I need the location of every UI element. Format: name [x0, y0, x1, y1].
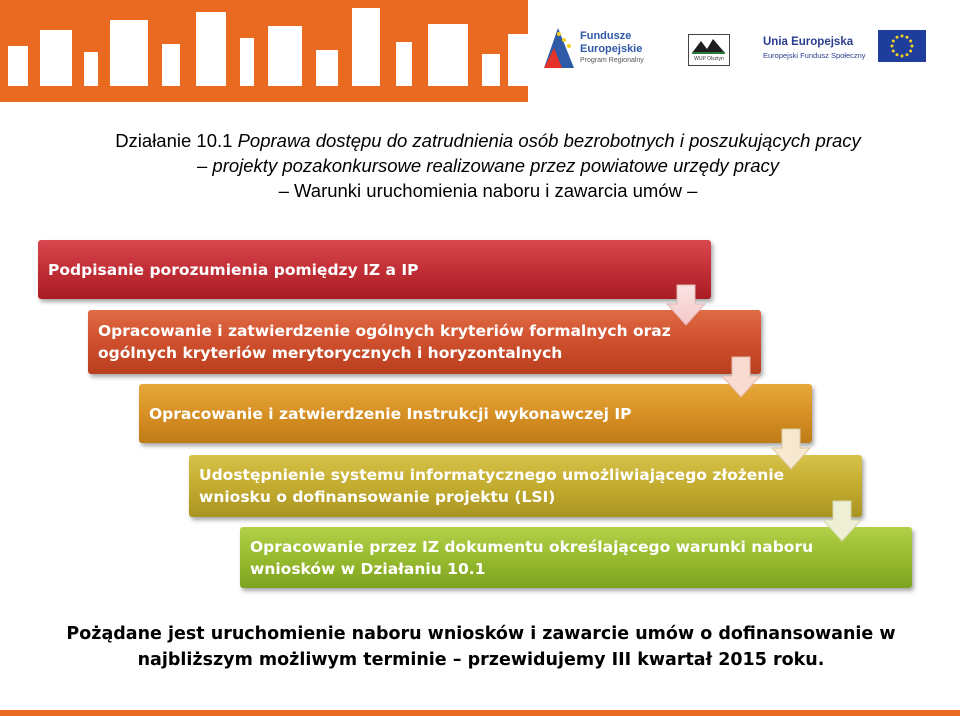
title-line-1-rest: Poprawa dostępu do zatrudnienia osób bezrobotnych i poszukujących pracy	[232, 130, 861, 151]
ue-logo-text-2: Europejski Fundusz Społeczny	[763, 51, 866, 60]
process-step-2-label: Opracowanie i zatwierdzenie ogólnych kryteriów formalnych oraz ogólnych kryteriów merytorycznych i horyzontalnych	[98, 322, 671, 362]
title-line-1	[78, 128, 898, 153]
process-step-5-label: Opracowanie przez IZ dokumentu określającego warunki naboru wniosków w Działaniu 10.1	[250, 537, 814, 578]
title-line-2: – projekty pozakonkursowe realizowane przez powiatowe urzędy pracy	[196, 155, 780, 176]
process-step-4-label: Udostępnienie systemu informatycznego umożliwiającego złożenie wniosku o dofinansowanie projektu (LSI)	[199, 466, 785, 506]
down-arrow-icon	[822, 500, 862, 542]
wup-logo-text: WUP Olsztyn	[694, 56, 724, 62]
bottom-divider	[0, 710, 960, 716]
process-step-2	[88, 310, 761, 374]
process-step-4	[189, 455, 862, 517]
process-step-1-label: Podpisanie porozumienia pomiędzy IZ a IP	[48, 260, 419, 279]
down-arrow-icon	[771, 428, 811, 470]
eu-flag-icon	[878, 30, 926, 62]
process-step-3	[139, 384, 812, 443]
fe-logo-text-1: Fundusze	[580, 30, 632, 42]
title-lead: Działanie 10.1	[115, 130, 233, 151]
fe-logo-text-3: Program Regionalny	[580, 57, 644, 64]
wup-logo-icon	[689, 35, 729, 57]
down-arrow-icon	[721, 356, 761, 398]
ue-logo-text-1: Unia Europejska	[763, 36, 854, 48]
process-step-5	[240, 527, 912, 588]
fundusze-europejskie-logo	[542, 26, 576, 70]
decorative-bars-graphic	[0, 0, 560, 102]
title-line-3: – Warunki uruchomienia naboru i zawarcia umów –	[278, 180, 698, 201]
process-step-1	[38, 240, 711, 299]
logos-strip	[528, 0, 960, 102]
fe-logo-text-2: Europejskie	[580, 43, 643, 55]
header-banner	[0, 0, 960, 102]
footer-note: Pożądane jest uruchomienie naboru wniosków i zawarcie umów o dofinansowanie w najbliższym możliwym terminie – przewidujemy III kwartał 2015 roku.	[66, 624, 896, 670]
process-step-3-label: Opracowanie i zatwierdzenie Instrukcji wykonawczej IP	[149, 404, 632, 423]
down-arrow-icon	[666, 284, 706, 326]
wup-logo	[688, 34, 730, 66]
page-title	[78, 128, 898, 203]
